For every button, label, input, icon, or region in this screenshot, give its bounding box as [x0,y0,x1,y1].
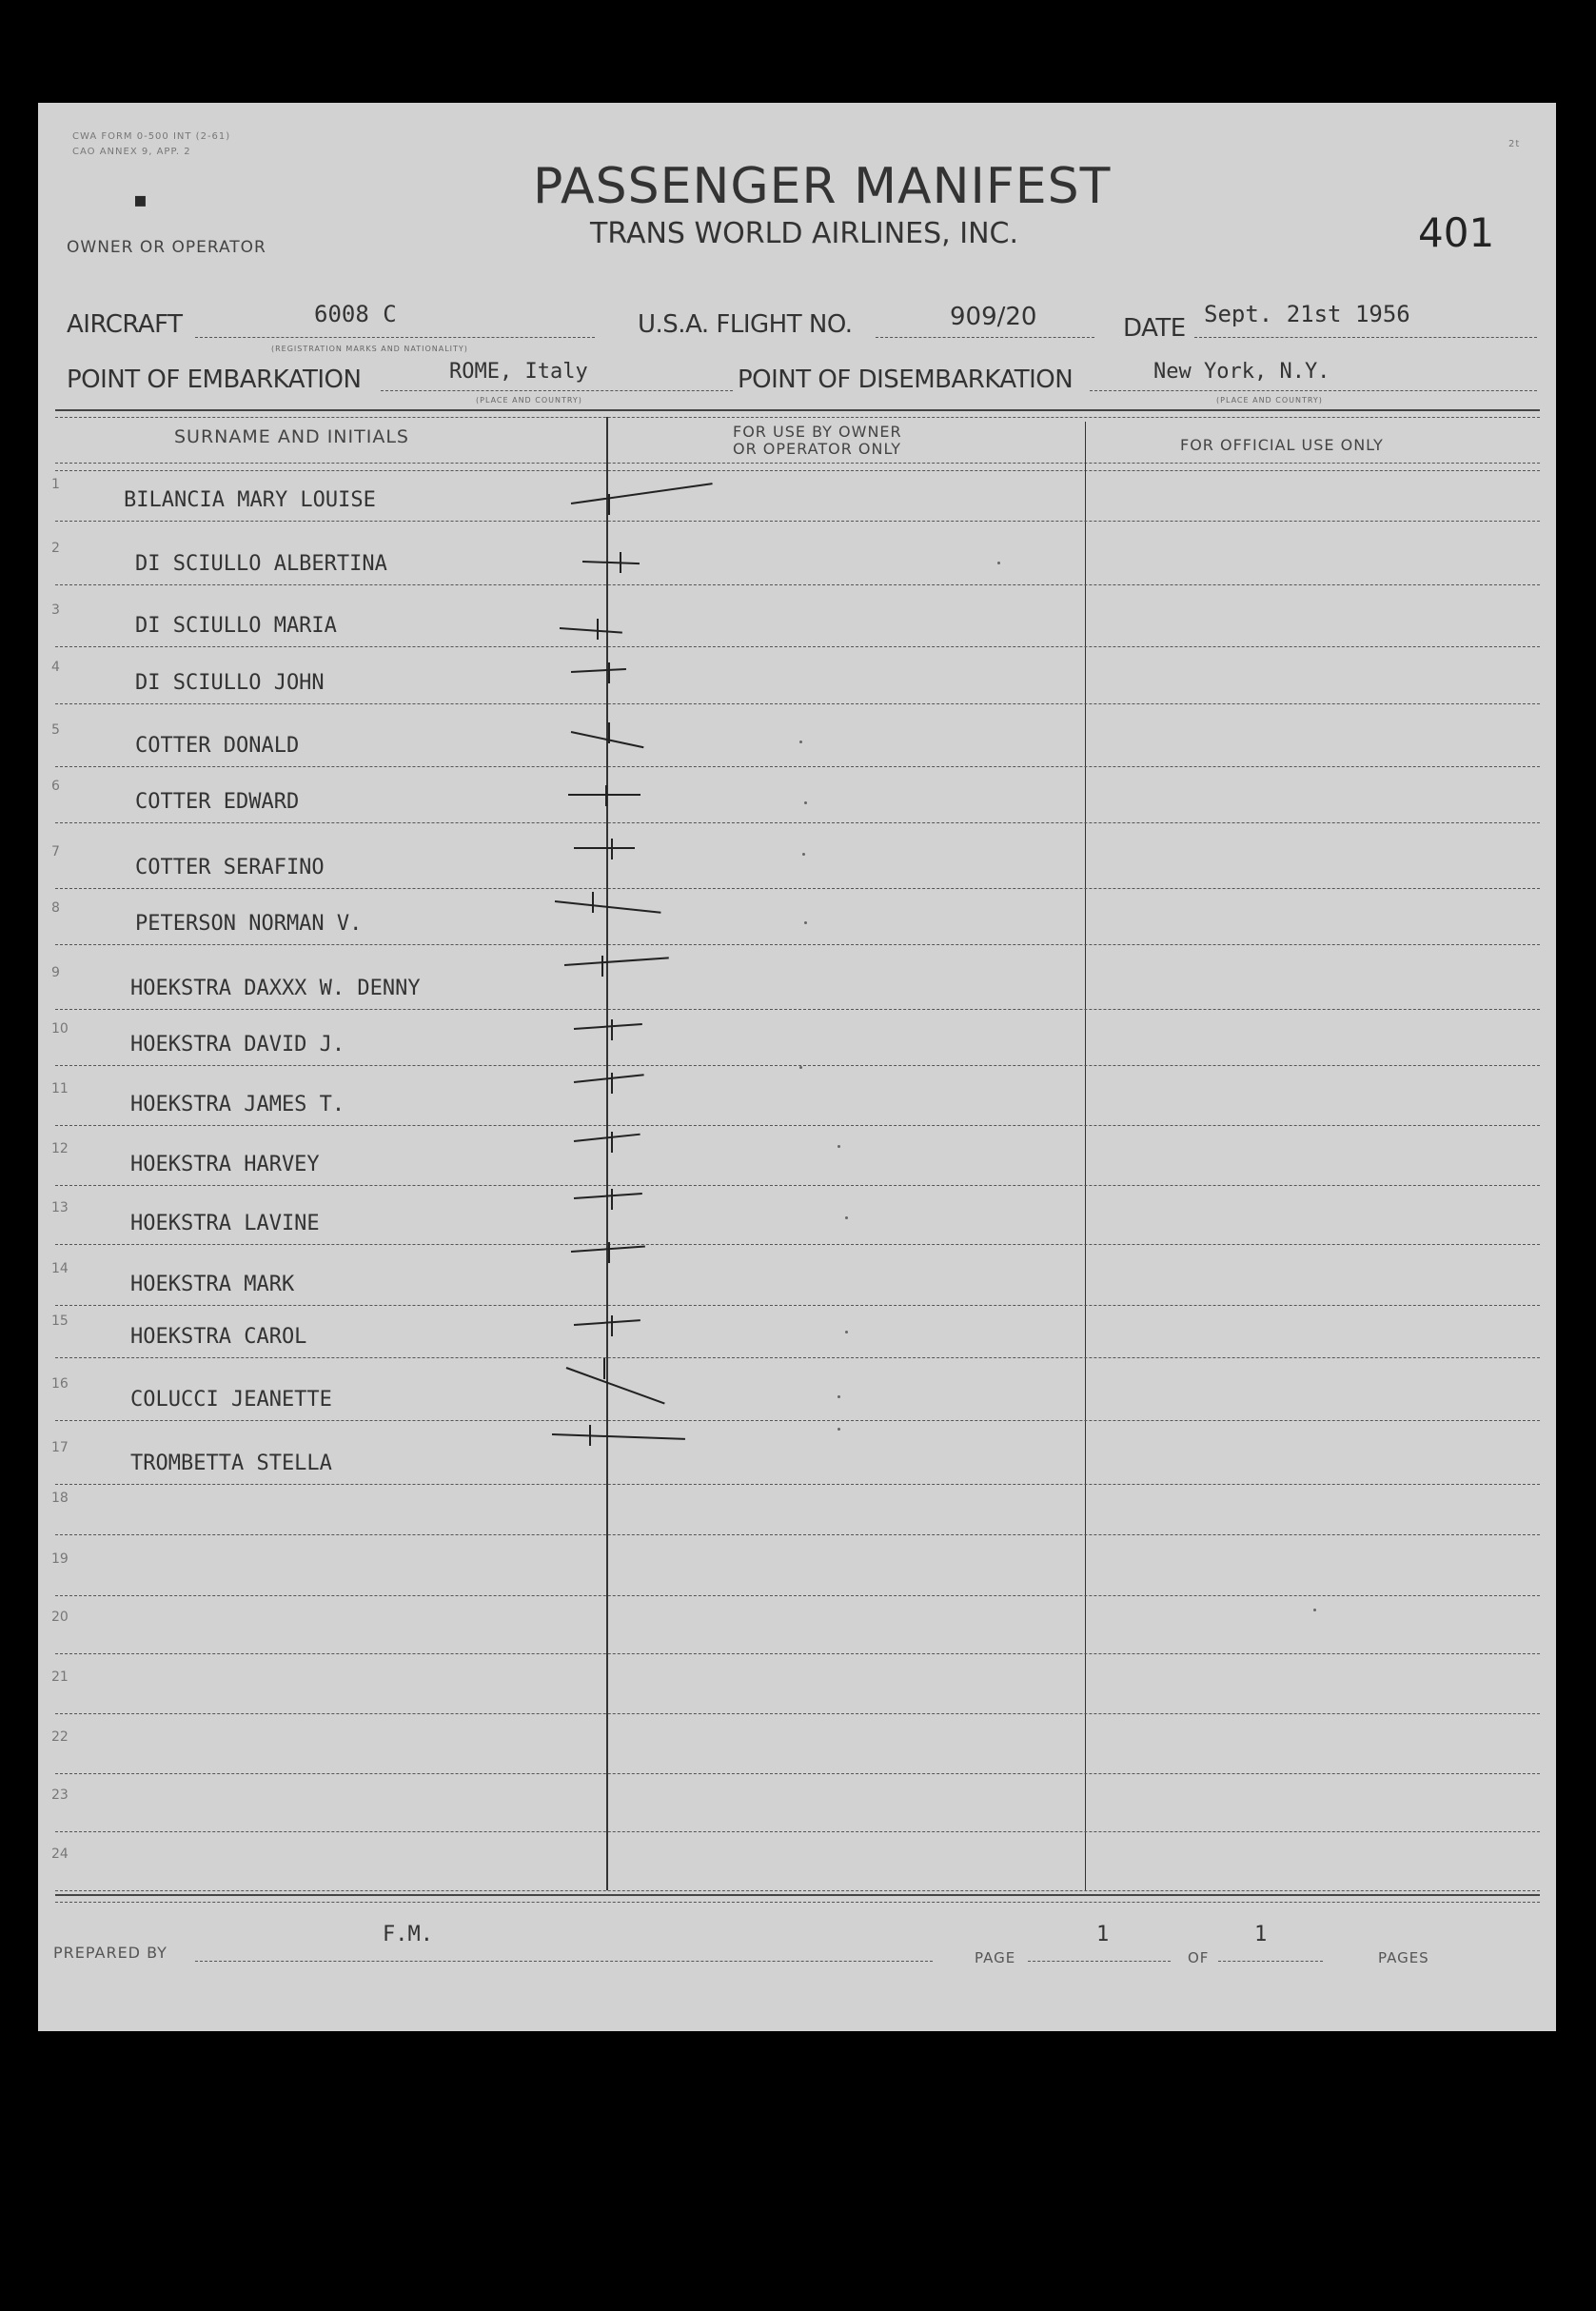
row-number: 6 [51,779,60,794]
check-mark-stroke [608,722,610,743]
row-number: 23 [51,1788,69,1803]
manifest-sheet [38,103,1556,2031]
form-code-line2: CAO ANNEX 9, APP. 2 [72,147,191,157]
ink-dot [837,1145,840,1148]
column-owner-use-line1: FOR USE BY OWNER [733,423,902,441]
check-mark-stroke [552,1433,685,1440]
column-divider-1 [606,417,608,1890]
ink-dot [845,1331,848,1333]
check-mark-stroke [611,839,613,859]
passenger-name: PETERSON NORMAN V. [135,912,363,936]
check-mark-stroke [601,956,603,977]
row-number: 18 [51,1491,69,1506]
row-rule [55,1305,1540,1306]
passenger-name: COLUCCI JEANETTE [130,1388,332,1412]
ink-dot [837,1428,840,1431]
row-number: 4 [51,660,60,675]
manifest-page-number: 401 [1418,209,1495,256]
row-number: 3 [51,602,60,618]
check-mark-stroke [582,561,640,564]
disembarkation-sublabel: (PLACE AND COUNTRY) [1216,396,1323,405]
check-mark-stroke [568,794,640,796]
ink-dot [845,1216,848,1219]
row-rule [55,1595,1540,1596]
ink-dot [804,921,807,924]
row-rule [55,1420,1540,1421]
row-number: 13 [51,1200,69,1215]
row-rule [55,1125,1540,1126]
row-rule [55,646,1540,647]
ink-dot [802,853,805,856]
disembarkation-label: POINT OF DISEMBARKATION [738,365,1074,394]
check-mark-stroke [589,1425,591,1446]
passenger-name: DI SCIULLO MARIA [135,614,337,638]
row-number: 5 [51,722,60,738]
row-rule [55,1890,1540,1891]
check-mark-stroke [611,1073,613,1094]
check-mark-stroke [592,892,594,913]
page-title: PASSENGER MANIFEST [533,158,1112,215]
passenger-name: HOEKSTRA HARVEY [130,1153,320,1176]
row-number: 15 [51,1314,69,1329]
row-number: 11 [51,1081,69,1096]
row-number: 20 [51,1610,69,1625]
column-divider-2 [1085,422,1086,1890]
page-value: 1 [1096,1923,1110,1946]
check-mark-stroke [566,1367,665,1405]
passenger-name: BILANCIA MARY LOUISE [124,488,376,512]
check-mark-stroke [608,662,610,683]
page-label: PAGE [975,1949,1016,1966]
row-rule [55,1534,1540,1535]
column-surname: SURNAME AND INITIALS [174,426,409,447]
aircraft-value: 6008 C [314,301,397,327]
embarkation-value: ROME, Italy [449,360,588,384]
row-number: 16 [51,1376,69,1392]
passenger-name: HOEKSTRA MARK [130,1273,295,1296]
row-rule [55,944,1540,945]
row-rule [55,1009,1540,1010]
of-value: 1 [1254,1923,1268,1946]
passenger-name: COTTER EDWARD [135,790,300,814]
row-rule [55,888,1540,889]
embarkation-label: POINT OF EMBARKATION [67,365,362,394]
row-rule [55,584,1540,585]
passenger-name: HOEKSTRA LAVINE [130,1212,320,1235]
passenger-name: DI SCIULLO ALBERTINA [135,552,387,576]
row-number: 12 [51,1141,69,1156]
row-number: 8 [51,900,60,916]
passenger-name: HOEKSTRA DAXXX W. DENNY [130,977,421,1000]
row-number: 2 [51,541,60,556]
check-mark-stroke [571,668,626,673]
check-mark-stroke [608,494,610,515]
pages-label: PAGES [1378,1949,1429,1966]
row-rule [55,1244,1540,1245]
row-rule [55,1185,1540,1186]
ink-dot [1313,1609,1316,1611]
passenger-name: TROMBETTA STELLA [130,1452,332,1475]
of-label: OF [1188,1949,1210,1966]
airline-name: TRANS WORLD AIRLINES, INC. [590,217,1019,250]
check-mark-stroke [611,1019,613,1040]
ink-dot [837,1395,840,1398]
check-mark-stroke [611,1315,613,1336]
check-mark-stroke [608,1242,610,1263]
prepared-by-label: PREPARED BY [53,1944,167,1962]
aircraft-label: AIRCRAFT [67,310,183,339]
row-number: 21 [51,1669,69,1685]
check-mark-stroke [603,1358,605,1379]
check-mark-stroke [611,1189,613,1210]
ink-dot [799,1066,802,1069]
passenger-name: COTTER SERAFINO [135,856,325,879]
row-number: 19 [51,1551,69,1567]
row-number: 7 [51,844,60,859]
aircraft-sublabel: (REGISTRATION MARKS AND NATIONALITY) [271,345,468,353]
form-code-line1: CWA FORM 0-500 INT (2-61) [72,131,231,142]
row-rule [55,521,1540,522]
owner-operator-label: OWNER OR OPERATOR [67,238,266,257]
row-number: 14 [51,1261,69,1276]
check-mark-stroke [571,483,713,504]
check-mark-stroke [564,957,669,966]
row-rule [55,1773,1540,1774]
flight-number-value: 909/20 [950,303,1037,331]
passenger-name: HOEKSTRA JAMES T. [130,1093,345,1116]
embarkation-sublabel: (PLACE AND COUNTRY) [476,396,582,405]
row-rule [55,1713,1540,1714]
ink-dot [799,741,802,743]
row-rule [55,1653,1540,1654]
date-value: Sept. 21st 1956 [1204,301,1410,327]
row-number: 10 [51,1021,69,1037]
row-rule [55,766,1540,767]
row-rule [55,1357,1540,1358]
row-number: 17 [51,1440,69,1455]
row-rule [55,1484,1540,1485]
ink-dot [997,562,1000,564]
check-mark-stroke [620,552,621,573]
prepared-by-value: F.M. [383,1923,433,1946]
check-mark-stroke [605,785,607,806]
passenger-name: COTTER DONALD [135,734,300,758]
passenger-name: HOEKSTRA DAVID J. [130,1033,345,1057]
row-rule [55,1831,1540,1832]
row-rule [55,822,1540,823]
flight-number-label: U.S.A. FLIGHT NO. [638,310,853,339]
column-official-use: FOR OFFICIAL USE ONLY [1180,436,1384,454]
row-number: 1 [51,477,60,492]
passenger-name: HOEKSTRA CAROL [130,1325,307,1349]
row-rule [55,703,1540,704]
ink-mark: ▪ [133,188,148,212]
row-number: 24 [51,1847,69,1862]
passenger-name: DI SCIULLO JOHN [135,671,325,695]
disembarkation-value: New York, N.Y. [1153,360,1330,384]
date-label: DATE [1123,314,1186,343]
check-mark-stroke [560,627,622,634]
column-owner-use-line2: OR OPERATOR ONLY [733,440,902,458]
row-number: 9 [51,965,60,980]
ink-dot [804,801,807,804]
corner-mark: 2t [1508,139,1521,149]
check-mark-stroke [574,847,635,849]
check-mark-stroke [611,1132,613,1153]
check-mark-stroke [574,1074,644,1083]
check-mark-stroke [597,619,599,640]
row-number: 22 [51,1729,69,1745]
row-rule [55,1065,1540,1066]
